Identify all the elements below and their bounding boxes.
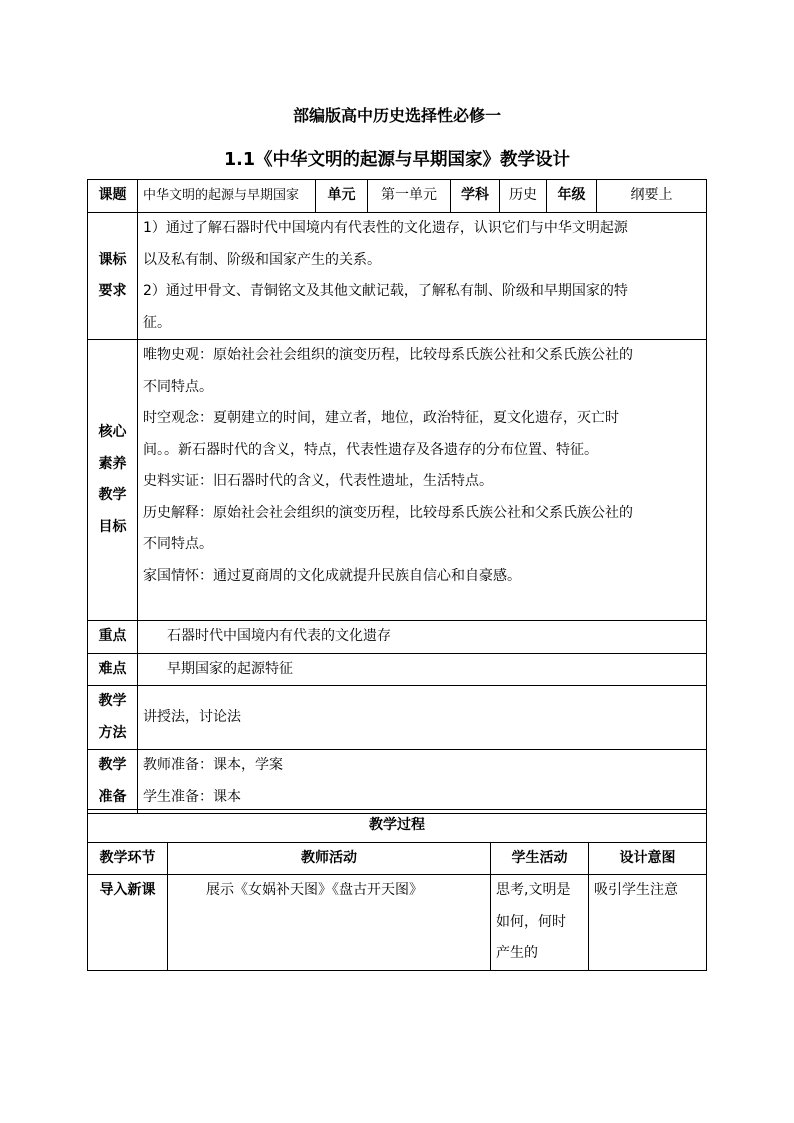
teacher-preparation: 教师准备：课本，学案 xyxy=(143,757,283,773)
lesson-info-table xyxy=(87,179,707,814)
document-subheading: 1.1《中华文明的起源与早期国家》教学设计 xyxy=(224,150,570,170)
key-point-label: 重点 xyxy=(88,621,138,654)
standards-item-2-line-1: 2）通过甲骨文、青铜铭文及其他文献记载，了解私有制、阶级和早期国家的特 xyxy=(143,283,628,299)
literacy-line: 间。。新石器时代的含义，特点，代表性遗存及各遗存的分布位置、特征。 xyxy=(143,441,598,458)
process-title: 教学过程 xyxy=(88,810,707,843)
literacy-content xyxy=(138,340,707,621)
preparation-row xyxy=(88,750,707,814)
teaching-process-table xyxy=(87,809,707,971)
difficulty-label: 难点 xyxy=(88,653,138,686)
key-point-row xyxy=(88,621,707,654)
stage-cell: 导入新课 xyxy=(88,875,168,971)
table-row xyxy=(88,875,707,971)
student-preparation: 学生准备：课本 xyxy=(143,788,241,805)
key-point-value: 石器时代中国境内有代表的文化遗存 xyxy=(138,621,707,654)
literacy-row xyxy=(88,340,707,621)
design-intent-cell: 吸引学生注意 xyxy=(589,875,707,971)
standards-row xyxy=(88,213,707,340)
preparation-label: 教学 准备 xyxy=(88,750,138,814)
literacy-line: 史料实证：旧石器时代的含义，代表性遗址，生活特点。 xyxy=(143,473,493,489)
grade-label: 年级 xyxy=(547,180,597,213)
preparation-content xyxy=(138,750,707,814)
method-row xyxy=(88,686,707,750)
column-header-design-intent: 设计意图 xyxy=(589,842,707,875)
literacy-label: 核心 素养 教学 目标 xyxy=(88,340,138,621)
subject-label: 学科 xyxy=(451,180,500,213)
process-header-row xyxy=(88,842,707,875)
standards-content xyxy=(138,213,707,340)
document-heading: 部编版高中历史选择性必修一 xyxy=(292,106,501,125)
standards-item-1-line-1: 1）通过了解石器时代中国境内有代表性的文化遗存，认识它们与中华文明起源 xyxy=(143,220,628,236)
literacy-line: 家国情怀：通过夏商周的文化成就提升民族自信心和自豪感。 xyxy=(143,567,521,584)
info-row xyxy=(88,180,707,213)
literacy-line: 不同特点。 xyxy=(143,536,213,552)
standards-item-1-line-2: 以及私有制、阶级和国家产生的关系。 xyxy=(143,251,381,268)
literacy-line: 历史解释：原始社会社会组织的演变历程，比较母系氏族公社和父系氏族公社的 xyxy=(143,504,633,521)
literacy-line: 不同特点。 xyxy=(143,378,213,395)
standards-label: 课标 要求 xyxy=(88,213,138,340)
student-activity-cell: 思考,文明是 如何，何时 产生的 xyxy=(491,875,589,971)
method-label: 教学 方法 xyxy=(88,686,138,750)
standards-item-2-line-2: 征。 xyxy=(143,314,171,331)
unit-label: 单元 xyxy=(316,180,368,213)
topic-label: 课题 xyxy=(88,180,138,213)
process-title-row xyxy=(88,810,707,843)
literacy-line: 时空观念：夏朝建立的时间，建立者，地位，政治特征，夏文化遗存，灭亡时 xyxy=(143,410,619,426)
column-header-student-activity: 学生活动 xyxy=(491,842,589,875)
grade-value: 纲要上 xyxy=(597,180,707,213)
column-header-stage: 教学环节 xyxy=(88,842,168,875)
literacy-line: 唯物史观：原始社会社会组织的演变历程，比较母系氏族公社和父系氏族公社的 xyxy=(143,347,633,363)
teacher-activity-cell: 展示《女娲补天图》《盘古开天图》 xyxy=(168,875,491,971)
method-value: 讲授法，讨论法 xyxy=(138,686,707,750)
unit-value: 第一单元 xyxy=(368,180,451,213)
difficulty-row xyxy=(88,653,707,686)
difficulty-value: 早期国家的起源特征 xyxy=(138,653,707,686)
subject-value: 历史 xyxy=(500,180,547,213)
column-header-teacher-activity: 教师活动 xyxy=(168,842,491,875)
topic-value: 中华文明的起源与早期国家 xyxy=(138,180,316,213)
